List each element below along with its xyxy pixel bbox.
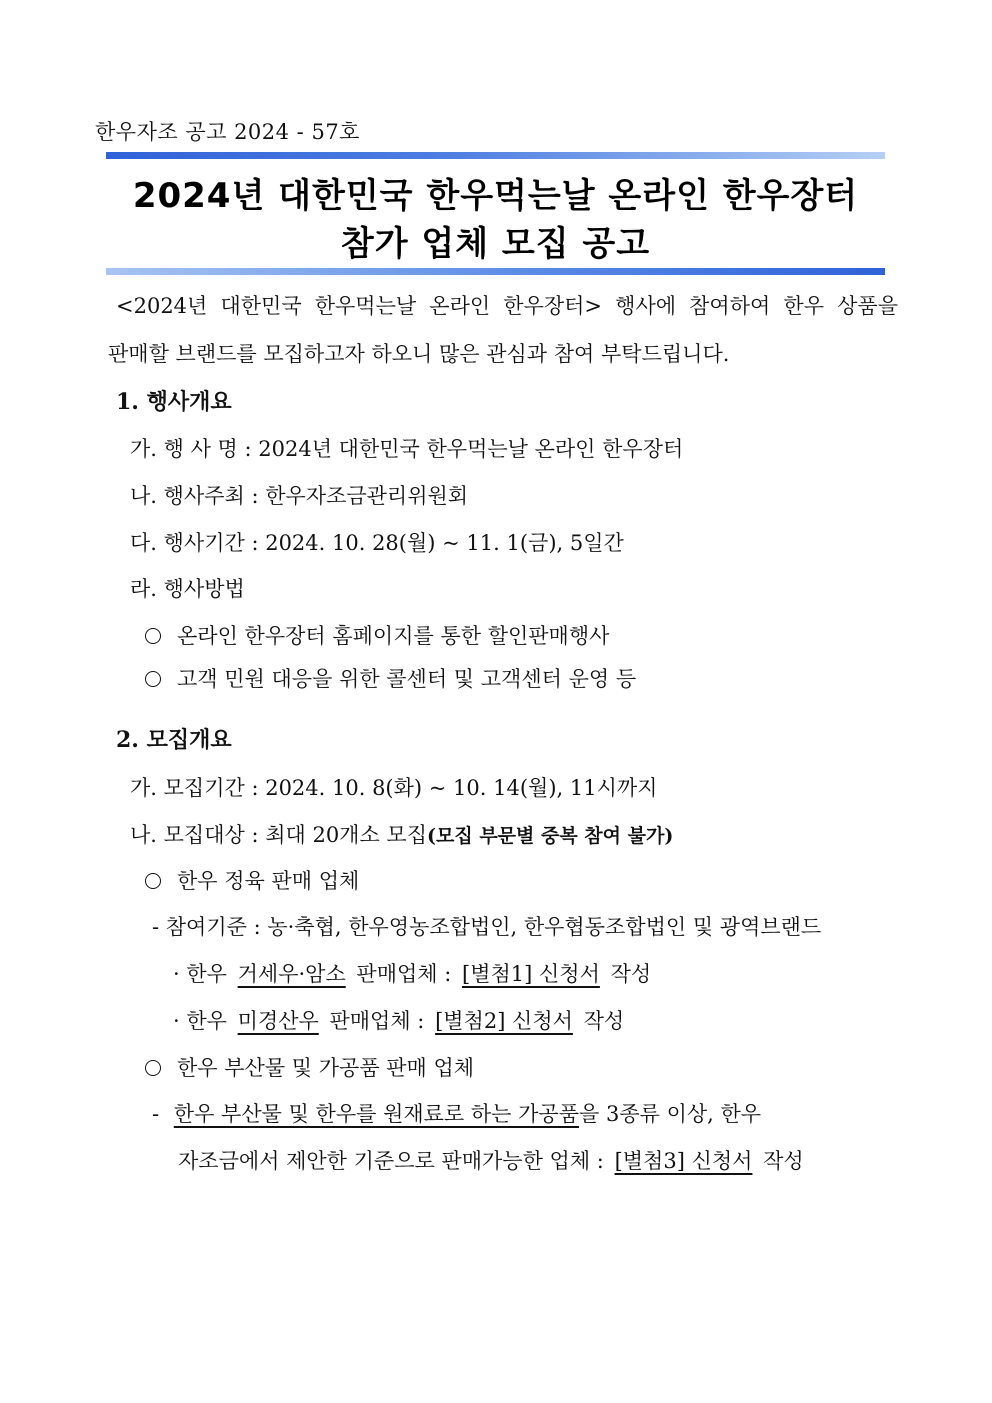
attachment-2-form: [별첨2] 신청서 [435,1009,573,1033]
attachment-3-form: [별첨3] 신청서 [614,1149,753,1173]
byproduct-detail-line-1 [152,1098,761,1128]
sub-item-2-prefix: · 한우 [173,1009,227,1033]
recruit-target-item [130,819,673,849]
sub-item-1-category: 거세우·암소 [237,962,346,986]
recruit-target-note: (모집 부문별 중복 참여 불가) [427,825,674,847]
sub-item-heifer [173,1005,624,1035]
meat-seller-bullet-text: 한우 정육 판매 업체 [177,869,360,893]
byproduct-seller-bullet-text: 한우 부산물 및 가공품 판매 업체 [177,1056,475,1080]
sub-item-2-category: 미경산우 [237,1009,319,1033]
method-bullet-2-text: 고객 민원 대응을 위한 콜센터 및 고객센터 운영 등 [177,667,637,691]
byproduct-requirement: 한우 부산물 및 한우를 원재료로 하는 가공품 [173,1102,579,1126]
byproduct-detail-text: 자조금에서 제안한 기준으로 판매가능한 업체 : [178,1149,604,1173]
attachment-1-form: [별첨1] 신청서 [462,962,600,986]
title-bottom-divider [106,268,885,275]
circle-bullet-icon [145,671,161,687]
method-bullet-1-text: 온라인 한우장터 홈페이지를 통한 할인판매행사 [177,624,610,648]
detail-dash: - [152,1102,160,1126]
sub-item-1-middle: 판매업체 : [356,962,452,986]
sub-item-steer-cow [173,958,651,988]
document-title-line-2: 참가 업체 모집 공고 [340,224,651,264]
byproduct-detail-line-2 [178,1145,804,1175]
event-name-item: 가. 행 사 명 : 2024년 대한민국 한우먹는날 온라인 한우장터 [130,437,684,461]
intro-paragraph-line-1: <2024년 대한민국 한우먹는날 온라인 한우장터> 행사에 참여하여 한우 상품을 [116,294,898,318]
document-number: 한우자조 공고 2024 - 57호 [95,120,360,144]
intro-paragraph-line-2: 판매할 브랜드를 모집하고자 하오니 많은 관심과 참여 부탁드립니다. [108,342,730,366]
sub-item-1-suffix: 작성 [610,962,652,986]
section-2-heading: 2. 모집개요 [116,727,232,753]
participation-criteria: - 참여기준 : 농·축협, 한우영농조합법인, 한우협동조합법인 및 광역브랜드 [152,915,822,939]
circle-bullet-icon [145,873,161,889]
byproduct-requirement-rest: 을 3종류 이상, 한우 [579,1102,762,1126]
sub-item-2-middle: 판매업체 : [329,1009,425,1033]
event-host-item: 나. 행사주최 : 한우자조금관리위원회 [130,484,469,508]
event-method-item: 라. 행사방법 [130,577,245,601]
sub-item-2-suffix: 작성 [583,1009,625,1033]
document-title-line-1: 2024년 대한민국 한우먹는날 온라인 한우장터 [132,176,859,216]
circle-bullet-icon [145,628,161,644]
section-1-heading: 1. 행사개요 [116,389,232,415]
byproduct-detail-suffix: 작성 [763,1149,804,1173]
method-bullet-2 [145,663,636,693]
circle-bullet-icon [145,1060,161,1076]
event-period-item: 다. 행사기간 : 2024. 10. 28(월) ~ 11. 1(금), 5일간 [130,531,624,555]
recruit-target-text: 나. 모집대상 : 최대 20개소 모집 [130,823,427,847]
meat-seller-bullet [145,865,359,895]
recruit-period-item: 가. 모집기간 : 2024. 10. 8(화) ~ 10. 14(월), 11시까지 [130,776,658,800]
title-top-divider [106,152,885,159]
sub-item-1-prefix: · 한우 [173,962,227,986]
byproduct-seller-bullet [145,1052,474,1082]
method-bullet-1 [145,620,609,650]
